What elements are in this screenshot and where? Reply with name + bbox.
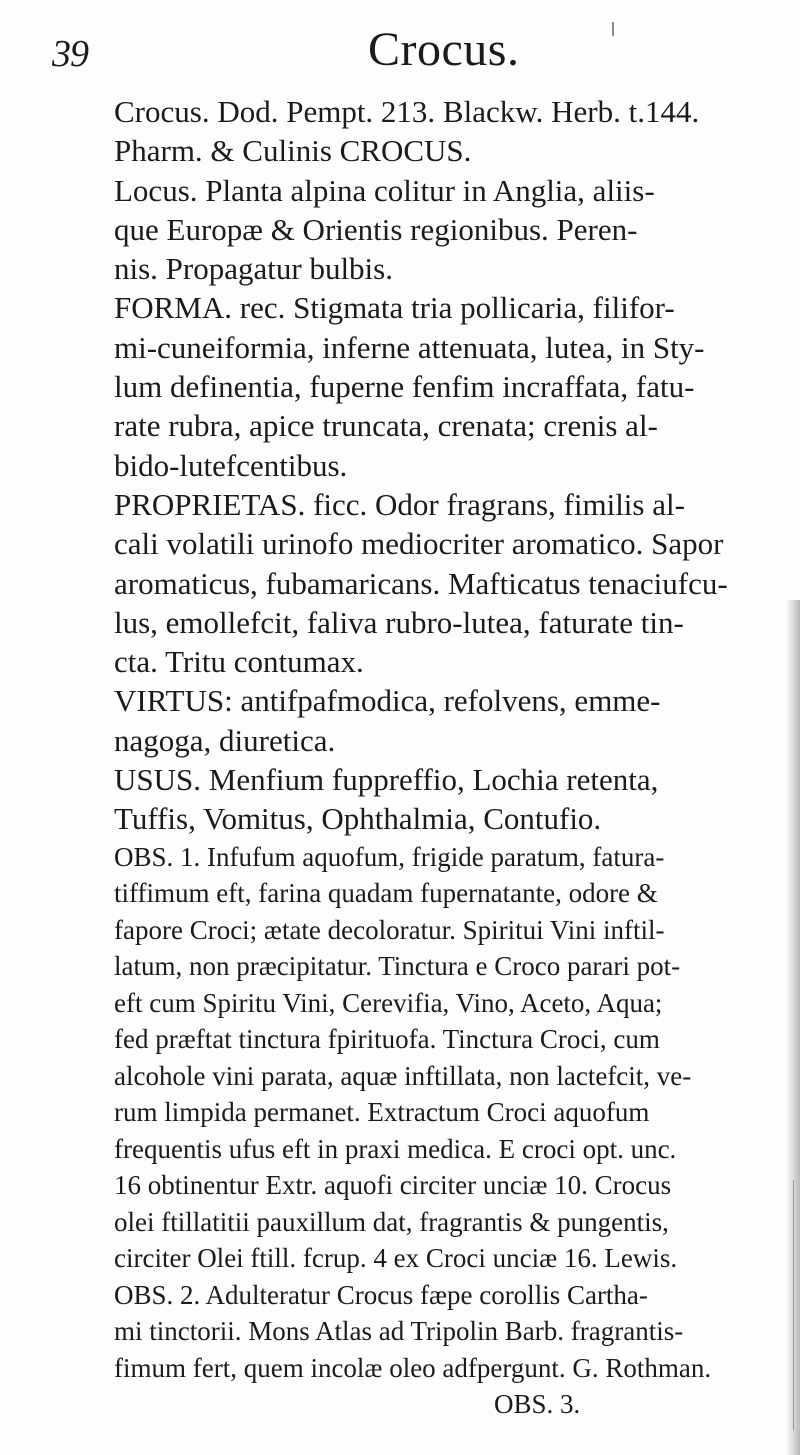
text-line: aromaticus, fubamaricans. Mafticatus tenaciufcu- bbox=[114, 565, 728, 601]
text-line: que Europæ & Orientis regionibus. Peren- bbox=[114, 211, 638, 247]
text-line: rate rubra, apice truncata, crenata; crenis al- bbox=[114, 408, 658, 444]
page-header bbox=[0, 20, 800, 80]
text-line: Locus. Planta alpina colitur in Anglia, aliis- bbox=[114, 172, 655, 208]
note-line: OBS. 2. Adulteratur Crocus fæpe corollis Cartha- bbox=[114, 1279, 648, 1310]
note-line: alcohole vini parata, aquæ inftillata, non lactefcit, ve- bbox=[114, 1060, 692, 1091]
page-edge-mark bbox=[793, 1180, 794, 1430]
text-line: PROPRIETAS. ficc. Odor fragrans, fimilis al- bbox=[114, 486, 685, 522]
text-line: Crocus. Dod. Pempt. 213. Blackw. Herb. t.144. bbox=[114, 94, 700, 129]
text-line: cali volatili urinofo mediocriter aromatico. Sapor bbox=[114, 526, 724, 562]
note-line: fapore Croci; ætate decoloratur. Spiritui Vini inftil- bbox=[114, 914, 665, 945]
note-line: latum, non præcipitatur. Tinctura e Croco parari pot- bbox=[114, 951, 681, 982]
text-line: USUS. Menfium fuppreffio, Lochia retenta, bbox=[114, 762, 659, 798]
text-line: FORMA. rec. Stigmata tria pollicaria, filifor- bbox=[114, 290, 675, 326]
note-line: eft cum Spiritu Vini, Cerevifia, Vino, Aceto, Aqua; bbox=[114, 987, 663, 1018]
text-line: VIRTUS: antifpafmodica, refolvens, emme- bbox=[114, 683, 661, 719]
note-line: olei ftillatitii pauxillum dat, fragrantis & pungentis, bbox=[114, 1206, 669, 1237]
note-line: OBS. 3. bbox=[494, 1389, 581, 1420]
text-line: cta. Tritu contumax. bbox=[114, 644, 364, 680]
text-line: Tuffis, Vomitus, Ophthalmia, Contufio. bbox=[114, 801, 602, 837]
text-line: lum definentia, fuperne fenfim incraffata, fatu- bbox=[114, 369, 695, 405]
note-line: frequentis ufus eft in praxi medica. E croci opt. unc. bbox=[114, 1133, 677, 1164]
note-line: mi tinctorii. Mons Atlas ad Tripolin Barb. fragrantis- bbox=[114, 1316, 684, 1347]
note-line: 16 obtinentur Extr. aquofi circiter unciæ 10. Crocus bbox=[114, 1170, 672, 1201]
text-line: Pharm. & Culinis CROCUS. bbox=[114, 133, 472, 169]
text-line: lus, emollefcit, faliva rubro-lutea, faturate tin- bbox=[114, 604, 684, 640]
note-line: circiter Olei ftill. fcrup. 4 ex Croci unciæ 16. Lewis. bbox=[114, 1243, 678, 1274]
text-line: nagoga, diuretica. bbox=[114, 722, 336, 758]
running-title: Crocus. bbox=[368, 23, 520, 76]
note-line: tiffimum eft, farina quadam fupernatante, odore & bbox=[114, 878, 658, 909]
text-line: bido-lutefcentibus. bbox=[114, 447, 348, 483]
note-line: fimum fert, quem incolæ oleo adfpergunt. G. Rothman. bbox=[114, 1352, 712, 1383]
note-line: OBS. 1. Infufum aquofum, frigide paratum, fatura- bbox=[114, 841, 665, 872]
note-line: fed præftat tinctura fpirituofa. Tinctura Croci, cum bbox=[114, 1024, 660, 1055]
note-line: rum limpida permanet. Extractum Croci aquofum bbox=[114, 1097, 650, 1128]
page-number: 39 bbox=[52, 33, 88, 75]
header-mark bbox=[612, 22, 614, 36]
body-text bbox=[114, 92, 764, 1423]
text-line: mi-cuneiformia, inferne attenuata, lutea, in Sty- bbox=[114, 329, 705, 365]
text-line: nis. Propagatur bulbis. bbox=[114, 251, 393, 287]
